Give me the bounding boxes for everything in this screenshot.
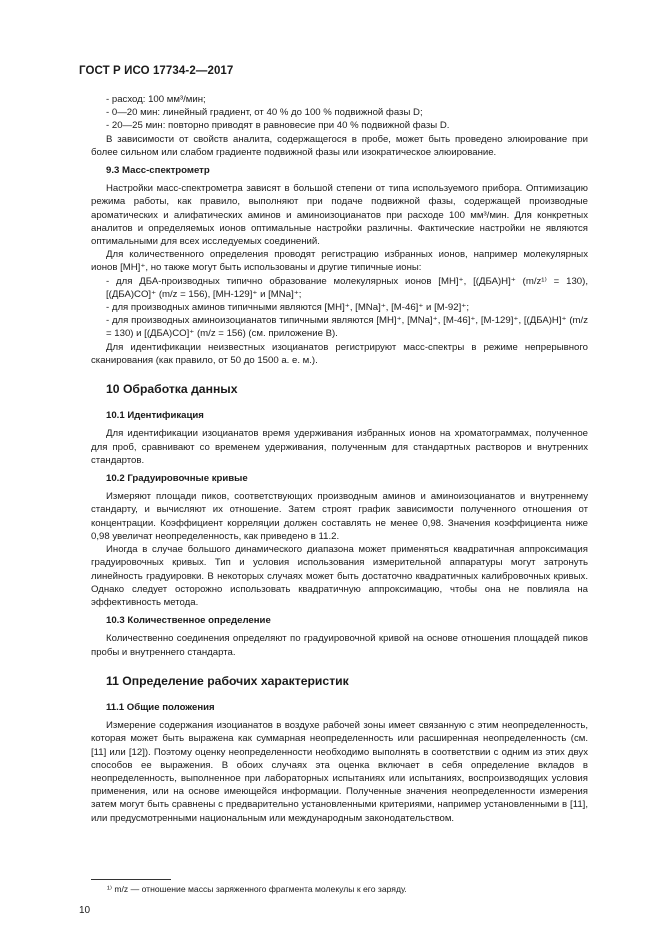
list-item: - 20—25 мин: повторно приводят в равновесие при 40 % подвижной фазы D. xyxy=(106,120,450,132)
section-heading: 10 Обработка данных xyxy=(106,382,238,397)
paragraph: Для идентификации неизвестных изоцианатов регистрируют масс-спектры в режиме непрерывного сканирования (как правило, от 50 до 1500 а. е. м.). xyxy=(91,341,588,366)
subsection-heading: 10.2 Градуировочные кривые xyxy=(106,473,248,485)
subsection-heading: 10.1 Идентификация xyxy=(106,410,204,422)
paragraph: Для количественного определения проводят регистрацию избранных ионов, например молекулярных ионов [MH]⁺, но также могут быть использованы и другие типичные ионы: xyxy=(91,249,588,274)
paragraph: Измерение содержания изоцианатов в воздухе рабочей зоны имеет связанную с этим неопределенность, которая может быть выражена как суммарная неопределенность или расширенная неопределенность (см. [11] или [12]). Поэтому оценку неопределенности необходимо выполнять в соответствии с одним из этих двух способов ее выражения. В обоих случаях эта оценка включает в себя определение вкладов в неопределенность, выполненное при лабораторных испытаниях или испытаниях, воспроизводящих условия применения, или на основе имеющейся информации. Полученные значения неопределенности измерения затем могут быть сравнены с предварительно установленными критериями, например установленными в [11], или предусмотренными национальным или международным законодательством. xyxy=(91,720,588,824)
footnote-divider xyxy=(91,879,171,880)
document-body xyxy=(91,93,588,825)
subsection-heading: 9.3 Масс-спектрометр xyxy=(106,165,210,177)
paragraph: Для идентификации изоцианатов время удерживания избранных ионов на хроматограммах, полученное для проб, сравнивают со временем удерживания, полученным для стандартных растворов и внутренних стандартов. xyxy=(91,428,588,466)
paragraph: Измеряют площади пиков, соответствующих производным аминов и аминоизоцианатов и внутреннему стандарту, и вычисляют их отношение. Затем строят график зависимости полученного отношения от концентрации. Коэффициент корреляции должен составлять не менее 0,98. Значения коэффициента ниже 0,98 увеличат неопределенность, как приведено в 11.2. xyxy=(91,491,588,542)
paragraph: Иногда в случае большого динамического диапазона может применяться квадратичная аппроксимация градуировочных кривых. Тип и условия использования измерительной аппаратуры могут затронуть линейность градуировки. В некоторых случаях может быть достаточно квадратичных калибровочных кривых. Однако следует осторожно использовать квадратичную аппроксимацию, чтобы она не повлияла на эффективность метода. xyxy=(91,544,588,608)
subsection-heading: 10.3 Количественное определение xyxy=(106,615,271,627)
paragraph: В зависимости от свойств аналита, содержащегося в пробе, может быть проведено элюирование при более сильном или слабом градиенте подвижной фазы или изократическое элюирование. xyxy=(91,133,588,158)
list-item: - для производных аминов типичными являются [MH]⁺, [MNa]⁺, [M-46]⁺ и [M-92]⁺; xyxy=(106,302,469,314)
list-item: - 0—20 мин: линейный градиент, от 40 % до 100 % подвижной фазы D; xyxy=(106,107,423,119)
footnote: ¹⁾ m/z — отношение массы заряженного фрагмента молекулы к его заряду. xyxy=(107,884,407,894)
paragraph: Количественно соединения определяют по градуировочной кривой на основе отношения площадей пиков пробы и внутреннего стандарта. xyxy=(91,633,588,658)
page-number: 10 xyxy=(79,905,91,916)
paragraph: Настройки масс-спектрометра зависят в большой степени от типа используемого прибора. Оптимизацию режима работы, как правило, выполняют при подаче подвижной фазы, содержащей производные ароматических и алифатических аминов и аминоизоцианатов при расходе 100 мм³/мин. Для конкретных аналитов и определяемых ионов оптимальные настройки различны. Фактические настройки не являются оптимальными для всех исследуемых соединений. xyxy=(91,183,588,248)
list-item: - расход: 100 мм³/мин; xyxy=(106,94,206,105)
subsection-heading: 11.1 Общие положения xyxy=(106,701,215,713)
list-item: - для ДБА-производных типично образование молекулярных ионов [MH]⁺, [(ДБА)H]⁺ (m/z¹⁾ = 130), [(ДБА)CO]⁺ (m/z = 156), [MH-129]⁺ и [MNa]⁺; xyxy=(106,275,588,300)
list-item: - для производных аминоизоцианатов типичными являются [MH]⁺, [MNa]⁺, [M-46]⁺, [M-129]⁺, [(ДБА)H]⁺ (m/z = 130) и [(ДБА)CO]⁺ (m/z = 156) (см. приложение B). xyxy=(106,315,588,340)
document-header: ГОСТ Р ИСО 17734-2—2017 xyxy=(79,65,234,77)
section-heading: 11 Определение рабочих характеристик xyxy=(106,673,349,688)
